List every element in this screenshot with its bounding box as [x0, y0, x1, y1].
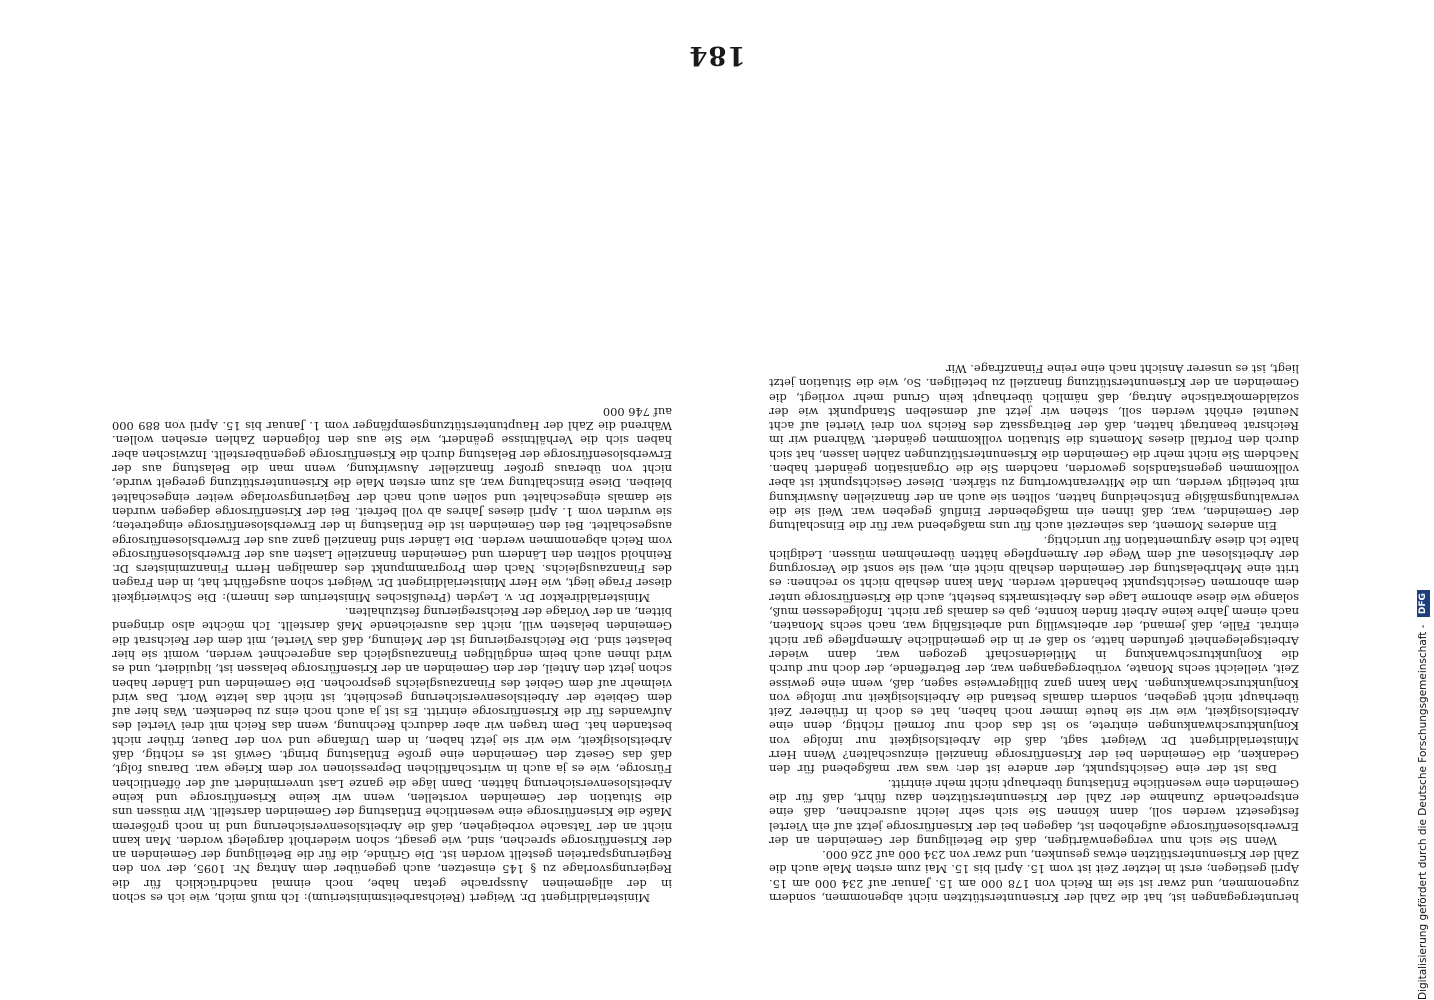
dfg-logo: DFG [1417, 590, 1430, 617]
page-number: 184 [688, 40, 746, 70]
paragraph: Wenn Sie sich nun vergegenwärtigen, daß die Beteiligung der Gemeinden an der Erwerbslosenfürsorge aufgehoben ist, dagegen bei der Krisenfürsorge jetzt auf ein Viertel festgesetzt werden soll, dann können Sie sich sehr leicht ausrechnen, daß eine entsprechende Zunahme der Zahl der Krisenunterstützten dazu führt, daß für die Gemeinden eine wesentliche Entlastung überhaupt nicht mehr eintritt. [769, 776, 1299, 848]
paragraph: heruntergegangen ist, hat die Zahl der Krisenunterstützten nicht abgenommen, sondern zugenommen, und zwar ist sie im Reich von 178 000 am 15. Januar auf 234 000 am 15. April gestiegen; erst in letzter Zeit ist vom 15. April bis 15. Mai zum ersten Male auch die Zahl der Krisenunterstützten etwas gesunken, und zwar von 234 000 auf 226 000. [769, 848, 1299, 905]
text-column-right [112, 75, 672, 905]
text-column-left [769, 75, 1299, 905]
footer-text: Digitalisierung gefördert durch die Deutsche Forschungsgemeinschaft - [1417, 624, 1429, 1000]
paragraph: Das ist der eine Gesichtspunkt, der andere ist der: was war maßgebend für den Gedanken, die Gemeinden bei der Krisenfürsorge finanziell einzuschalten? Wenn Herr Ministerialdirigent Dr. Weigert sagt, daß die Arbeitslosigkeit nur infolge von Konjunkturschwankungen eintrete, so ist das doch nur formell richtig, denn eine Arbeitslosigkeit, wie wir sie heute immer noch haben, hat es doch in früherer Zeit überhaupt nicht gegeben, sondern damals bestand die Arbeitslosigkeit nur infolge von Konjunkturschwankungen. Man kann ganz billigerweise sagen, daß, wenn eine gewisse Zeit, vielleicht sechs Monate, vorübergegangen war, der Betreffende, der doch nur durch die Konjunkturschwankung in Mitleidenschaft gezogen war, dann wieder Arbeitsgelegenheit gefunden hatte, so daß er in die gemeindliche Armenpflege gar nicht eintrat. Fälle, daß jemand, der arbeitswillig und arbeitsfähig war, nach sechs Monaten, nach einem Jahre keine Arbeit finden konnte, gab es damals gar nicht. Infolgedessen muß, solange wie diese abnorme Lage des Arbeitsmarkts besteht, auch die Krisenfürsorge unter dem abnormen Gesichtspunkt behandelt werden. Man kann deshalb nicht so rechnen: es tritt eine Mehrbelastung der Gemeinden deshalb nicht ein, weil sie sonst die Versorgung der Arbeitslosen auf dem Wege der Armenpflege hätten übernehmen müssen. Lediglich halte ich diese Argumentation für unrichtig. [769, 533, 1299, 777]
paragraph: Ein anderes Moment, das seinerzeit auch für uns maßgebend war für die Einschaltung der Gemeinden, war, daß ihnen ein maßgebender Einfluß gegeben war. Weil sie die verwaltungsmäßige Entscheidung hatten, sollten sie auch an der finanziellen Auswirkung mit beteiligt werden, um die Mitverantwortung zu stärken. Dieser Gesichtspunkt ist aber vollkommen gegenstandslos geworden, nachdem Sie die Organisation geändert haben. Nachdem Sie nicht mehr die Gemeinden die Krisenunterstützungen zahlen lassen, hat sich durch den Fortfall dieses Moments die Situation vollkommen geändert. Während wir im Reichsrat beantragt hatten, daß der Beitragssatz des Reichs von drei Viertel auf acht Neuntel erhöht werden soll, stehen wir jetzt auf demselben Standpunkt wie der sozialdemokratische Antrag, daß nämlich überhaupt kein Grund mehr vorliegt, die Gemeinden an der Krisenunterstützung finanziell zu beteiligen. So, wie die Situation jetzt liegt, ist es unserer Ansicht nach eine reine Finanzfrage. Wir [769, 362, 1299, 534]
paragraph: Ministerialdirigent Dr. Weigert (Reichsarbeitsministerium): Ich muß mich, wie ich es schon in der allgemeinen Aussprache getan habe, noch einmal nachdrücklich für die Regierungsvorlage zu § 145 einsetzen, auch gegenüber dem Antrag Nr. 1095, der von den Regierungsparteien gestellt worden ist. Die Gründe, die für die Beteiligung der Gemeinden an der Krisenfürsorge sprechen, sind, wie gesagt, schon wiederholt dargelegt worden. Man kann nicht an der Tatsache vorbeigehen, daß die Arbeitslosenversicherung und in noch größerem Maße die Krisenfürsorge eine wesentliche Entlastung der Gemeinden darstellt. Wir müssen uns die Situation der Gemeinden vorstellen, wenn wir keine Krisenfürsorge und keine Arbeitslosenversicherung hätten. Dann läge die ganze Last unvermindert auf der öffentlichen Fürsorge, wie es ja auch in wirtschaftlichen Depressionen vor dem Kriege war. Daraus folgt, daß das Gesetz den Gemeinden eine große Entlastung bringt. Gewiß ist es richtig, daß Arbeitslosigkeit, wie wir sie jetzt haben, in dem Umfange und von der Dauer, früher nicht bestanden hat. Dem tragen wir aber dadurch Rechnung, wenn das Reich mit drei Viertel des Aufwandes für die Krisenfürsorge eintritt. Es ist ja auch noch eins zu bedenken. Was hier auf dem Gebiete der Arbeitslosenversicherung geschieht, ist nicht das letzte Wort. Das wird vielmehr auf dem Gebiet des Finanzausgleichs gesprochen. Die Gemeinden und Länder haben schon jetzt den Anteil, der den Gemeinden an der Krisenfürsorge belassen ist, liquidiert, und es wird ihnen auch beim endgültigen Finanzausgleich das angerechnet werden, womit sie hier belastet sind. Die Reichsregierung ist der Meinung, daß das Viertel, mit dem der Reichsrat die Gemeinden belasten will, nicht das ausreichende Maß darstellt. Ich möchte also dringend bitten, an der Vorlage der Reichsregierung festzuhalten. [112, 605, 672, 905]
digitization-footer [1412, 0, 1434, 1000]
paragraph: Ministerialdirektor Dr. v. Leyden (Preußisches Ministerium des Innern): Die Schwierigkeit dieser Frage liegt, wie Herr Ministerialdirigent Dr. Weigert schon ausgeführt hat, in den Fragen des Finanzausgleichs. Nach dem Programmpunkt des damaligen Herrn Finanzministers Dr. Reinhold sollten den Ländern und Gemeinden finanzielle Lasten aus der Erwerbslosenfürsorge vom Reich abgenommen werden. Die Länder sind finanziell ganz aus der Erwerbslosenfürsorge ausgeschaltet. Bei den Gemeinden ist die Entlastung in der Erwerbslosenfürsorge eingetreten; sie wurden vom 1. April dieses Jahres ab voll befreit. Bei der Krisenfürsorge dagegen wurden sie damals eingeschaltet und sollen auch nach der Regierungsvorlage weiter eingeschaltet bleiben. Diese Einschaltung war, als zum ersten Male die Krisenunterstützung geregelt wurde, nicht von überaus großer finanzieller Auswirkung, wenn man die Belastung aus der Erwerbslosenfürsorge der Belastung durch die Krisenfürsorge gegenüberstellt. Inzwischen aber haben sich die Verhältnisse geändert, wie Sie aus den folgenden Zahlen ersehen wollen. Während die Zahl der Hauptunterstützungsempfänger vom 1. Januar bis 15. April von 889 000 auf 746 000 [112, 404, 672, 605]
